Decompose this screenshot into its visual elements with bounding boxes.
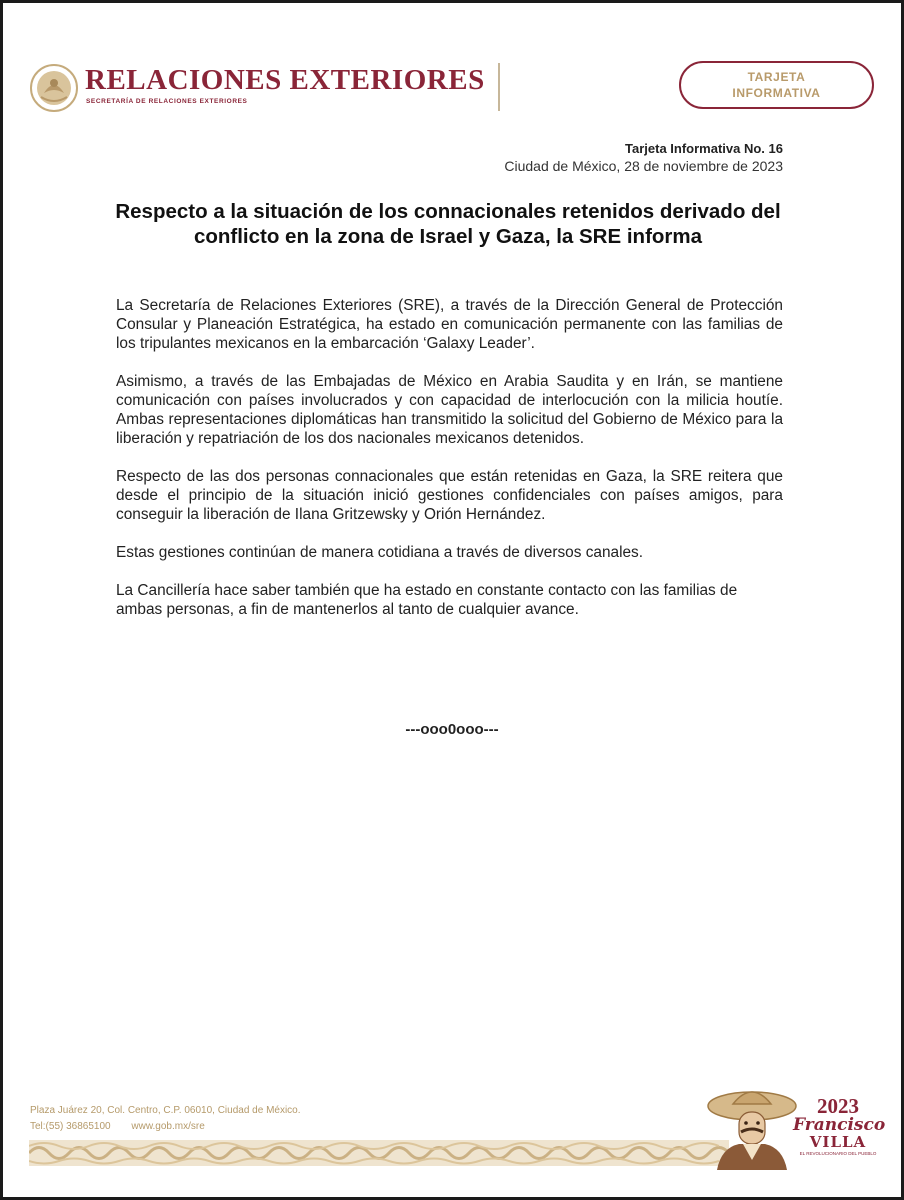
year-logo-surname: VILLA <box>809 1133 867 1151</box>
reference-number: Tarjeta Informativa No. 16 <box>625 141 783 156</box>
ministry-subtitle: SECRETARÍA DE RELACIONES EXTERIORES <box>86 98 248 105</box>
document-title: Respecto a la situación de los connacionales retenidos derivado del conflicto en la zona de Israel y Gaza, la SRE informa <box>115 200 781 248</box>
body-paragraph: Estas gestiones continúan de manera cotidiana a través de diversos canales. <box>116 544 644 561</box>
year-logo-year: 2023 <box>817 1094 859 1118</box>
reference-place-date: Ciudad de México, 28 de noviembre de 2023 <box>504 158 783 174</box>
year-logo-name: Francisco <box>793 1115 886 1135</box>
year-logo <box>793 1094 886 1156</box>
footer-phone: Tel:(55) 36865100 <box>30 1121 111 1132</box>
header-divider <box>498 63 500 111</box>
mexico-coat-of-arms-icon <box>29 63 79 113</box>
year-logo-motto: EL REVOLUCIONARIO DEL PUEBLO <box>799 1151 877 1156</box>
footer-website[interactable]: www.gob.mx/sre <box>131 1121 205 1132</box>
francisco-villa-portrait-icon <box>703 1076 801 1170</box>
document-page <box>3 3 901 1197</box>
ministry-name: RELACIONES EXTERIORES <box>85 64 485 96</box>
closing-mark: ---ooo0ooo--- <box>405 721 499 738</box>
doc-type-badge <box>679 61 874 109</box>
body-paragraph: Respecto de las dos personas connacionales que están retenidas en Gaza, la SRE reitera que desde el principio de la situación inició gestiones confidenciales con países amigos, para conseguir la liberación de Ilana Gritzewsky y Orión Hernández. <box>116 468 783 523</box>
footer-address: Plaza Juárez 20, Col. Centro, C.P. 06010, Ciudad de México. <box>30 1105 301 1116</box>
footer-contact <box>30 1121 205 1132</box>
body-paragraph: Asimismo, a través de las Embajadas de México en Arabia Saudita y en Irán, se mantiene comunicación con países involucrados y con capacidad de interlocución con la milicia houtíe. Ambas representaciones diplomáticas han transmitido la solicitud del Gobierno de México para la liberación y repatriación de los dos nacionales mexicanos detenidos. <box>116 373 783 447</box>
body-paragraph: La Cancillería hace saber también que ha estado en constante contacto con las familias de ambas personas, a fin de mantenerlos al tanto de cualquier avance. <box>116 582 738 618</box>
doc-type-badge-label: TARJETA INFORMATIVA <box>732 70 821 100</box>
body-paragraph: La Secretaría de Relaciones Exteriores (SRE), a través de la Dirección General de Protección Consular y Planeación Estratégica, ha estado en comunicación permanente con las familias de los tripulantes mexicanos en la embarcación ‘Galaxy Leader’. <box>116 297 783 352</box>
footer-ornament-band <box>29 1140 729 1166</box>
document-body <box>116 296 783 638</box>
